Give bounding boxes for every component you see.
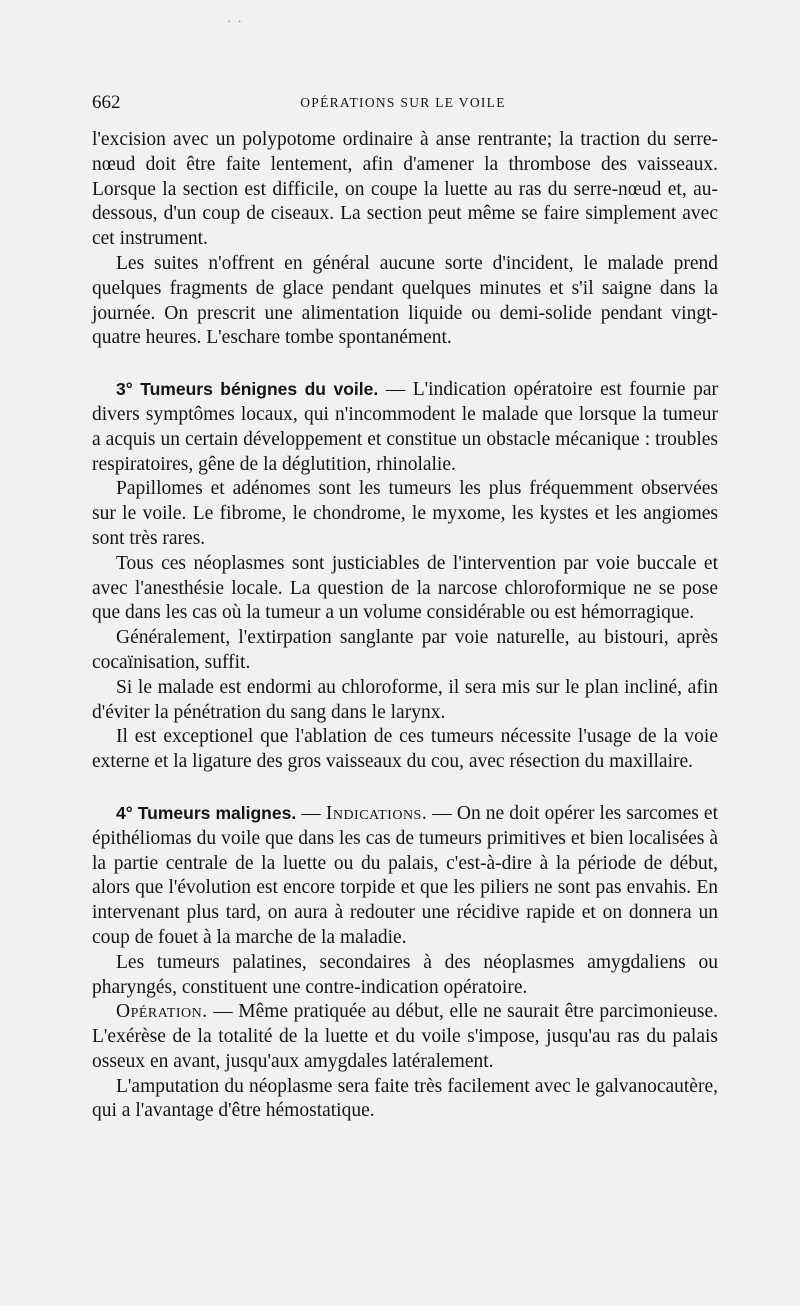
section-malignant-tumors (92, 801, 718, 951)
paragraph-operation (92, 1000, 718, 1074)
subtitle-operation: Opération. (116, 1001, 208, 1023)
page-header (92, 92, 714, 116)
paragraph-voie-externe: Il est exceptionel que l'ablation de ces tumeurs nécessite l'usage de la voie externe et la ligature des gros vaisseaux du cou, avec résection du maxillaire. (92, 726, 718, 773)
subtitle-indications: Indications. (325, 802, 428, 824)
section-title-malignant: 4° Tumeurs malignes. (116, 802, 297, 823)
paragraph-continuation: l'excision avec un polypotome ordinaire à anse rentrante; la traction du serre-nœud doit être faite lentement, afin d'amener la thrombose des vaisseaux. Lorsque la section est difficile, on coupe la luette au ras du serre-nœud et, au-dessous, d'un coup de ciseaux. La section peut même se faire simplement avec cet instrument. (92, 129, 718, 250)
print-specks: .. (228, 14, 249, 25)
section-benign-tumors (92, 377, 718, 477)
operation-text: — Même pratiquée au début, elle ne saurait être parcimonieuse. L'exérèse de la totalité de la luette et du voile s'impose, jusqu'au ras du palais osseux en avant, jusqu'aux amygdales latéralement. (92, 1001, 718, 1072)
page-number: 662 (92, 92, 121, 113)
paragraph-suites: Les suites n'offrent en général aucune sorte d'incident, le malade prend quelques fragments de glace pendant quelques minutes et s'il saigne dans la journée. On prescrit une alimentation liquide ou demi-solide pendant vingt-quatre heures. L'eschare tombe spontanément. (92, 252, 718, 349)
section-malignant-dash: — (296, 802, 326, 824)
paragraph-neoplasmes: Tous ces néoplasmes sont justiciables de l'intervention par voie buccale et avec l'anesthésie locale. La question de la narcose chloroformique ne se pose que dans les cas où la tumeur a un volume considérable ou est hémorragique. (92, 552, 718, 624)
running-head: OPÉRATIONS SUR LE VOILE (300, 95, 506, 110)
paragraph-chloroforme: Si le malade est endormi au chloroforme, il sera mis sur le plan incliné, afin d'éviter la pénétration du sang dans le larynx. (92, 676, 718, 723)
section-benign-lead: — L'indication opératoire est fournie par divers symptômes locaux, qui n'incommodent le malade que lorsque la tumeur a acquis un certain développement et constitue un obstacle mécanique : troubles respiratoires, gêne de la déglutition, rhinolalie. (92, 379, 718, 475)
paragraph-papillomes: Papillomes et adénomes sont les tumeurs les plus fréquemment observées sur le voile. Le fibrome, le chondrome, le myxome, les kystes et les angiomes sont très rares. (92, 478, 718, 549)
paragraph-tumeurs-palatines: Les tumeurs palatines, secondaires à des néoplasmes amygdaliens ou pharyngés, constituent une contre-indication opératoire. (92, 951, 718, 998)
paragraph-extirpation: Généralement, l'extirpation sanglante par voie naturelle, au bistouri, après cocaïnisation, suffit. (92, 627, 718, 673)
section-malignant-lead: — On ne doit opérer les sarcomes et épithéliomas du voile que dans les cas de tumeurs primitives et bien localisées à la partie centrale de la luette ou du palais, c'est-à-dire à la période de début, alors que l'évolution est encore torpide et que les piliers ne sont pas envahis. En intervenant plus tard, on aura à redouter une récidive rapide et on donnera un coup de fouet à la marche de la maladie. (92, 802, 718, 948)
paragraph-amputation: L'amputation du néoplasme sera faite très facilement avec le galvanocautère, qui a l'avantage d'être hémostatique. (92, 1075, 718, 1122)
page-body (92, 128, 718, 1124)
section-title-benign: 3° Tumeurs bénignes du voile. (116, 379, 379, 400)
